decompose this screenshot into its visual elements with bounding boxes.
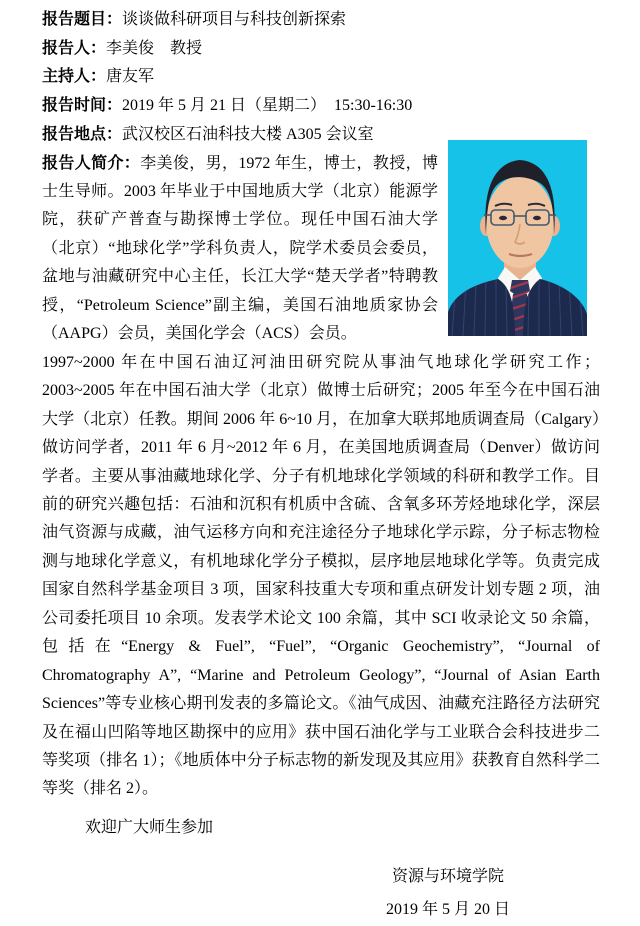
signature-date: 2019 年 5 月 20 日 [385,901,510,919]
field-label: 报告地点： [42,125,123,143]
speaker-photo [448,140,587,336]
field-value: 2019 年 5 月 21 日（星期二） 15:30-16:30 [122,97,413,115]
field-host [42,63,600,92]
signature-block [348,860,548,926]
face [486,176,554,268]
signature-department: 资源与环境学院 [391,868,504,886]
field-speaker [42,35,600,64]
field-label: 报告题目： [42,11,123,28]
field-value: 李美俊 教授 [106,39,203,57]
welcome-line: 欢迎广大师生参加 [85,818,214,836]
field-time [42,92,600,121]
portrait-svg [448,140,587,336]
bio-text-1: 李美俊，男，1972 年生，博士，教授，博士生导师。2003 年毕业于中国地质大学（北京）能源学院，获矿产普查与勘探博士学位。现任中国石油大学（北京）“地球化学”学科负责人，院学术委员会委员，盆地与油藏研究中心主任，长江大学“楚天学者”特聘教授，“Petroleum Science”副主编，美国石油地质家协会（AAPG）会员，美国化学会（ACS）会员。 [42,154,438,343]
header-fields [42,6,600,150]
field-value: 谈谈做科研项目与科技创新探索 [122,11,347,28]
bio-paragraph-2: 1997~2000 年在中国石油辽河油田研究院从事油气地球化学研究工作；2003~2005 年在中国石油大学（北京）做博士后研究；2005 年至今在中国石油大学（北京）任教。期间 2006 年 6~10 月，在加拿大联邦地质调查局（Calgary）做访问学者，2011 年 6 月~2012 年 6 月，在美国地质调查局（Denver）做访问学者。主要从事油藏地球化学、分子有机地球化学领域的科研和教学工作。目前的研究兴趣包括：石油和沉积有机质中含硫、含氧多环芳烃地球化学，深层油气资源与成藏，油气运移方向和充注途径分子地球化学示踪，分子标志物检测与地球化学意义，有机地球化学分子模拟，层序地层地球化学等。负责完成国家自然科学基金项目 3 项，国家科技重大专项和重点研发计划专题 2 项，油公司委托项目 10 余项。发表学术论文 100 余篇，其中 SCI 收录论文 50 余篇，包括在“Energy & Fuel”, “Fuel”, “Organic Geochemistry”, “Journal of Chromatography A”, “Marine and Petroleum Geology”, “Journal of Asian Earth Sciences”等专业核心期刊发表的多篇论文。《油气成因、油藏充注路径方法研究及在福山凹陷等地区勘探中的应用》获中国石油化学与工业联合会科技进步二等奖项（排名 1）；《地质体中分子标志物的新发现及其应用》获教育自然科学二等奖（排名 2）。 [42,353,600,798]
field-label: 主持人： [42,68,107,86]
field-label: 报告时间： [42,97,123,115]
bio-label: 报告人简介： [42,154,141,172]
field-report-title [42,6,600,35]
field-value: 武汉校区石油科技大楼 A305 会议室 [122,125,374,143]
eye-right [533,215,541,219]
bio-section [42,150,600,804]
field-value: 唐友军 [106,68,155,86]
eye-left [499,215,507,219]
field-label: 报告人： [42,39,107,57]
